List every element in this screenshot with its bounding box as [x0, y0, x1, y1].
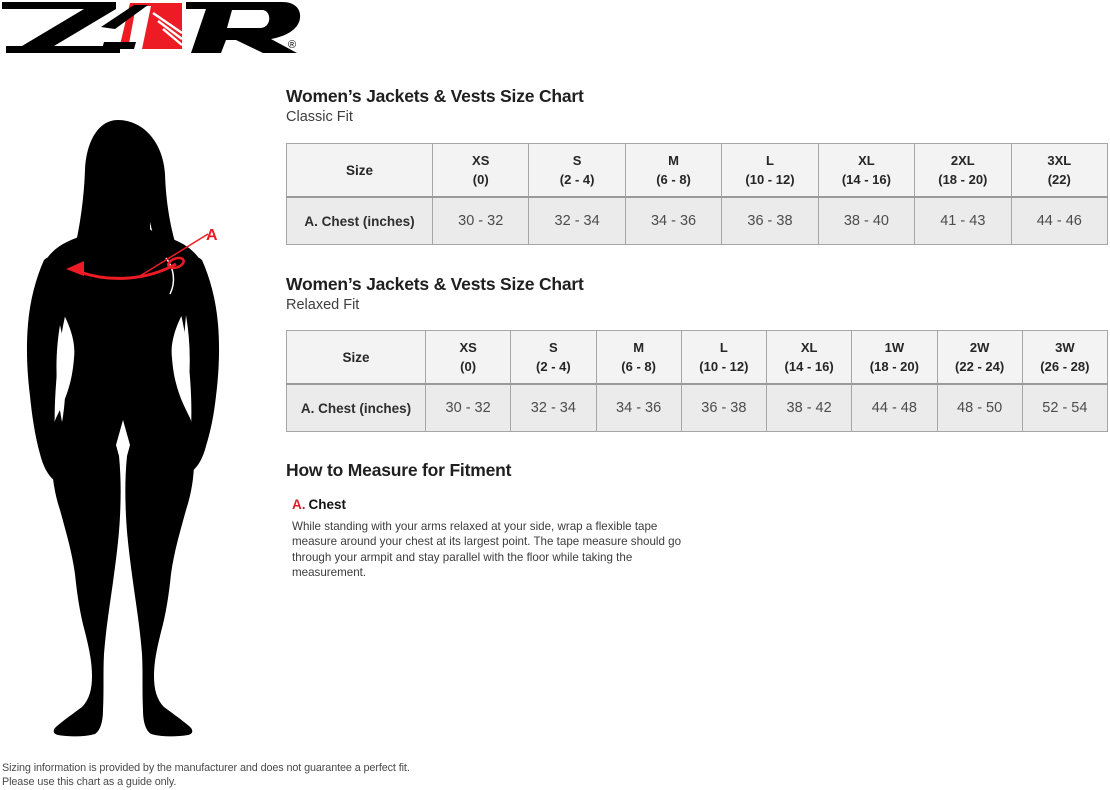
disclaimer-line-2: Please use this chart as a guide only. [2, 775, 177, 788]
measure-label-cell: A. Chest (inches) [287, 197, 433, 245]
size-column-header: XL (14 - 16) [767, 331, 852, 385]
size-header-cell: Size [287, 144, 433, 198]
disclaimer-line-1: Sizing information is provided by the manufacturer and does not guarantee a perfect fit. [2, 762, 410, 774]
size-column-header: M (6 - 8) [596, 331, 681, 385]
measure-letter: A. [292, 497, 306, 512]
classic-fit-table [286, 143, 1108, 245]
size-column-header: M (6 - 8) [625, 144, 721, 198]
size-column-header: 3W (26 - 28) [1022, 331, 1107, 385]
chest-value-cell: 30 - 32 [426, 384, 511, 432]
chest-measure-row [287, 197, 1108, 245]
chest-value-cell: 41 - 43 [915, 197, 1011, 245]
logo-letter-z [2, 2, 120, 53]
logo-letter-r [186, 2, 300, 53]
size-column-header: L (10 - 12) [722, 144, 818, 198]
sizing-disclaimer [2, 762, 410, 790]
chest-value-cell: 38 - 42 [767, 384, 852, 432]
marker-label-a: A [206, 227, 218, 244]
size-column-header: 2XL (18 - 20) [915, 144, 1011, 198]
size-column-header: L (10 - 12) [681, 331, 766, 385]
size-column-header: XS (0) [426, 331, 511, 385]
size-column-header: S (2 - 4) [529, 144, 625, 198]
size-header-cell: Size [287, 331, 426, 385]
measurement-figure [0, 100, 280, 750]
chest-value-cell: 30 - 32 [433, 197, 529, 245]
female-silhouette [27, 120, 219, 736]
measure-name: Chest [308, 497, 347, 512]
size-column-header: XS (0) [433, 144, 529, 198]
size-column-header: XL (14 - 16) [818, 144, 914, 198]
relaxed-chart-title: Women’s Jackets & Vests Size Chart [286, 274, 584, 294]
chest-value-cell: 44 - 48 [852, 384, 937, 432]
measure-description: While standing with your arms relaxed at your side, wrap a flexible tape measure around your chest at its largest point. The tape measure should go through your armpit and stay parallel with the floor while taking the measurement. [292, 520, 682, 580]
measure-item-chest [292, 496, 712, 581]
size-column-header: 3XL (22) [1011, 144, 1107, 198]
classic-chart-title: Women’s Jackets & Vests Size Chart [286, 86, 584, 106]
chest-value-cell: 36 - 38 [722, 197, 818, 245]
size-column-header: S (2 - 4) [511, 331, 596, 385]
chest-value-cell: 34 - 36 [625, 197, 721, 245]
size-column-header: 1W (18 - 20) [852, 331, 937, 385]
how-to-measure-heading: How to Measure for Fitment [286, 460, 512, 480]
chest-measure-row [287, 384, 1108, 432]
chest-value-cell: 36 - 38 [681, 384, 766, 432]
chest-value-cell: 44 - 46 [1011, 197, 1107, 245]
z1r-logo [0, 0, 310, 58]
classic-fit-section [286, 86, 584, 126]
chest-value-cell: 48 - 50 [937, 384, 1022, 432]
chest-value-cell: 52 - 54 [1022, 384, 1107, 432]
chest-value-cell: 32 - 34 [529, 197, 625, 245]
table-header-row [287, 331, 1108, 385]
table-header-row [287, 144, 1108, 198]
measure-label-cell: A. Chest (inches) [287, 384, 426, 432]
registered-trademark: ® [288, 39, 297, 51]
chest-value-cell: 32 - 34 [511, 384, 596, 432]
classic-chart-subtitle: Classic Fit [286, 109, 353, 125]
relaxed-fit-table [286, 330, 1108, 432]
chest-value-cell: 34 - 36 [596, 384, 681, 432]
relaxed-fit-section [286, 274, 584, 314]
relaxed-chart-subtitle: Relaxed Fit [286, 297, 360, 313]
size-column-header: 2W (22 - 24) [937, 331, 1022, 385]
chest-value-cell: 38 - 40 [818, 197, 914, 245]
